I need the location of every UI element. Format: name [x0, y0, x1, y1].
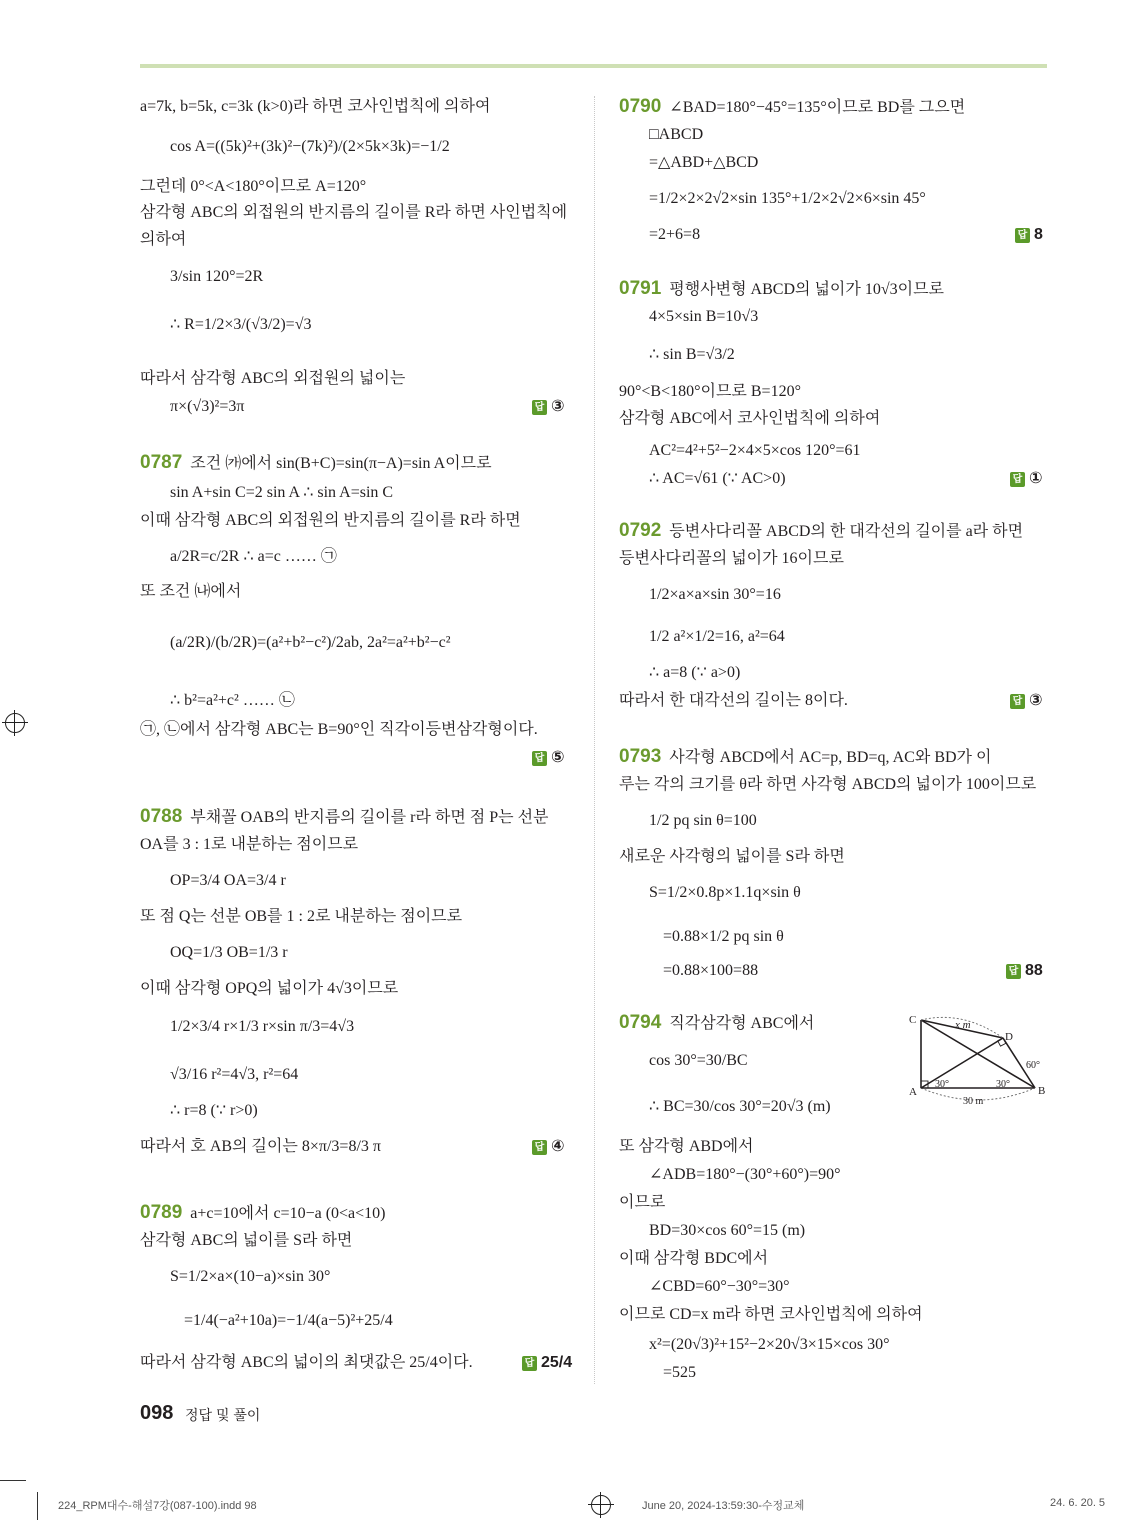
problem-0788: [140, 806, 549, 829]
answer-badge: 답: [1010, 694, 1025, 709]
answer-badge: 답: [1015, 228, 1030, 243]
formula-line: a/2R=c/2R ∴ a=c …… ㉠: [170, 548, 337, 565]
answer-badge: 답: [532, 1140, 547, 1155]
formula-line: (a/2R)/(b/2R)=(a²+b²−c²)/2ab, 2a²=a²+b²−c²: [170, 634, 451, 651]
answer-value: ④: [551, 1138, 565, 1155]
formula-line: ∴ BC=30/cos 30°=20√3 (m): [649, 1098, 831, 1115]
formula-line: S=1/2×a×(10−a)×sin 30°: [170, 1268, 331, 1285]
problem-text: 직각삼각형 ABC에서: [669, 1015, 815, 1032]
formula-line: 1/2×a×a×sin 30°=16: [649, 586, 781, 603]
label-D: D: [1005, 1031, 1013, 1043]
text-line: 등변사다리꼴의 넓이가 16이므로: [619, 550, 844, 567]
problem-number: 0788: [140, 806, 183, 827]
answer-badge: 답: [532, 400, 547, 415]
formula-line: 1/2×3/4 r×1/3 r×sin π/3=4√3: [170, 1018, 355, 1035]
formula-line: =525: [663, 1364, 697, 1381]
problem-0794: [619, 1012, 814, 1035]
text-line: 이므로: [619, 1194, 666, 1211]
answer-0790: [1015, 224, 1043, 246]
problem-text: ∠BAD=180°−45°=135°이므로 BD를 그으면: [669, 99, 966, 116]
page-number: 098: [140, 1402, 174, 1424]
problem-0787: [140, 452, 492, 475]
answer-badge: 답: [532, 751, 547, 766]
formula-line: ∴ AC=√61 (∵ AC>0): [649, 470, 786, 487]
answer-value: ①: [1029, 470, 1043, 487]
answer-value: 8: [1034, 226, 1043, 243]
answer-0791: [1010, 468, 1043, 490]
text-line: 그런데 0°<A<180°이므로 A=120°: [140, 178, 367, 195]
formula-line: =0.88×100=88: [663, 962, 759, 979]
formula-line: =0.88×1/2 pq sin θ: [663, 928, 784, 945]
formula-line: ∴ sin B=√3/2: [649, 346, 735, 363]
problem-text: a+c=10에서 c=10−a (0<a<10): [190, 1205, 386, 1222]
text-line: 새로운 사각형의 넓이를 S라 하면: [619, 848, 845, 865]
footer-timestamp: June 20, 2024-13:59:30-수정교체: [642, 1500, 805, 1512]
problem-number: 0790: [619, 96, 662, 117]
label-C: C: [909, 1014, 917, 1026]
label-angle-30a: 30°: [935, 1079, 949, 1090]
problem-number: 0793: [619, 746, 662, 767]
formula-line: ∴ b²=a²+c² …… ㉡: [170, 692, 295, 709]
text-line: OA를 3 : 1로 내분하는 점이므로: [140, 836, 359, 853]
text-line: 따라서 호 AB의 길이는 8×π/3=8/3 π: [140, 1138, 381, 1155]
problem-number: 0789: [140, 1202, 183, 1223]
column-divider: [594, 96, 595, 1384]
problem-text: 조건 ㈎에서 sin(B+C)=sin(π−A)=sin A이므로: [190, 455, 492, 472]
answer-0792: [1010, 690, 1043, 712]
problem-number: 0791: [619, 278, 662, 299]
answer-badge: 답: [1010, 472, 1025, 487]
text-line: 또 점 Q는 선분 OB를 1 : 2로 내분하는 점이므로: [140, 908, 463, 925]
registration-mark: [591, 1495, 611, 1515]
crop-mark: [37, 1492, 38, 1520]
footer-filename: 224_RPM대수-해설7강(087-100).indd 98: [58, 1500, 257, 1512]
text-line: 또 조건 ㈏에서: [140, 583, 242, 600]
text-line: 루는 각의 크기를 θ라 하면 사각형 ABCD의 넓이가 100이므로: [619, 776, 1037, 793]
problem-0789: [140, 1202, 386, 1225]
answer-value: ③: [551, 398, 565, 415]
text-line: 따라서 삼각형 ABC의 외접원의 넓이는: [140, 370, 406, 387]
formula-line: π×(√3)²=3π: [170, 398, 245, 415]
problem-0792: [619, 520, 1023, 543]
text-line: ㉠, ㉡에서 삼각형 ABC는 B=90°인 직각이등변삼각형이다.: [140, 721, 538, 738]
formula-line: BD=30×cos 60°=15 (m): [649, 1222, 806, 1239]
text-line: 90°<B<180°이므로 B=120°: [619, 383, 801, 400]
text-line: a=7k, b=5k, c=3k (k>0)라 하면 코사인법칙에 의하여: [140, 98, 491, 115]
problem-number: 0794: [619, 1012, 662, 1033]
formula-line: =1/2×2×2√2×sin 135°+1/2×2√2×6×sin 45°: [649, 190, 926, 207]
problem-number: 0792: [619, 520, 662, 541]
formula-line: S=1/2×0.8p×1.1q×sin θ: [649, 884, 801, 901]
label-x: x m: [955, 1019, 971, 1031]
text-line: 이므로 CD=x m라 하면 코사인법칙에 의하여: [619, 1306, 923, 1323]
formula-line: sin A+sin C=2 sin A ∴ sin A=sin C: [170, 484, 394, 501]
text-line: 의하여: [140, 231, 187, 248]
problem-0791: [619, 278, 944, 301]
formula-line: 4×5×sin B=10√3: [649, 308, 759, 325]
quadrilateral-figure: [905, 1008, 1055, 1112]
formula-line: x²=(20√3)²+15²−2×20√3×15×cos 30°: [649, 1336, 890, 1353]
text-line: 삼각형 ABC의 넓이를 S라 하면: [140, 1232, 353, 1249]
label-B: B: [1038, 1085, 1046, 1097]
crop-mark: [0, 1480, 26, 1481]
answer-0787: [532, 747, 565, 769]
label-angle-60: 60°: [1026, 1060, 1040, 1071]
registration-mark: [5, 713, 25, 733]
formula-line: 3/sin 120°=2R: [170, 268, 264, 285]
problem-text: 등변사다리꼴 ABCD의 한 대각선의 길이를 a라 하면: [669, 523, 1024, 540]
formula-line: ∴ R=1/2×3/(√3/2)=√3: [170, 316, 312, 333]
text-line: 이때 삼각형 ABC의 외접원의 반지름의 길이를 R라 하면: [140, 512, 521, 529]
formula-line: cos 30°=30/BC: [649, 1052, 748, 1069]
text-line: 삼각형 ABC에서 코사인법칙에 의하여: [619, 410, 881, 427]
label-A: A: [909, 1086, 917, 1098]
answer-0786: [532, 396, 565, 418]
problem-text: 사각형 ABCD에서 AC=p, BD=q, AC와 BD가 이: [669, 749, 992, 766]
problem-text: 평행사변형 ABCD의 넓이가 10√3이므로: [669, 281, 944, 298]
formula-line: AC²=4²+5²−2×4×5×cos 120°=61: [649, 442, 861, 459]
formula-line: 1/2 pq sin θ=100: [649, 812, 757, 829]
formula-line: ∴ r=8 (∵ r>0): [170, 1102, 258, 1119]
answer-badge: 답: [522, 1356, 537, 1371]
text-line: 이때 삼각형 BDC에서: [619, 1250, 769, 1267]
header-rule: [140, 64, 1047, 68]
formula-line: OP=3/4 OA=3/4 r: [170, 872, 286, 889]
formula-line: ∴ a=8 (∵ a>0): [649, 664, 741, 681]
formula-line: =1/4(−a²+10a)=−1/4(a−5)²+25/4: [184, 1312, 393, 1329]
answer-0788: [532, 1136, 565, 1158]
answer-value: 88: [1025, 962, 1043, 979]
answer-value: ③: [1029, 692, 1043, 709]
footer-date: 24. 6. 20. 5: [1050, 1497, 1106, 1509]
label-30m: 30 m: [963, 1096, 984, 1107]
problem-text: 부채꼴 OAB의 반지름의 길이를 r라 하면 점 P는 선분: [190, 809, 549, 826]
answer-0793: [1006, 960, 1043, 982]
text-line: 이때 삼각형 OPQ의 넓이가 4√3이므로: [140, 980, 399, 997]
formula-line: ∠ADB=180°−(30°+60°)=90°: [649, 1166, 841, 1183]
text-line: 따라서 한 대각선의 길이는 8이다.: [619, 692, 848, 709]
formula-line: √3/16 r²=4√3, r²=64: [170, 1066, 299, 1083]
answer-badge: 답: [1006, 964, 1021, 979]
answer-value: ⑤: [551, 749, 565, 766]
text-line: 또 삼각형 ABD에서: [619, 1138, 754, 1155]
formula-line: 1/2 a²×1/2=16, a²=64: [649, 628, 785, 645]
formula-line: OQ=1/3 OB=1/3 r: [170, 944, 288, 961]
answer-0789: [522, 1352, 572, 1374]
problem-0790: [619, 96, 965, 119]
problem-number: 0787: [140, 452, 183, 473]
problem-0793: [619, 746, 991, 769]
text-line: 삼각형 ABC의 외접원의 반지름의 길이를 R라 하면 사인법칙에: [140, 204, 568, 221]
formula-line: ∠CBD=60°−30°=30°: [649, 1278, 790, 1295]
page-label: 정답 및 풀이: [185, 1407, 261, 1423]
label-angle-30b: 30°: [996, 1079, 1010, 1090]
formula-line: □ABCD: [649, 126, 704, 143]
formula-line: cos A=((5k)²+(3k)²−(7k)²)/(2×5k×3k)=−1/2: [170, 138, 450, 155]
text-line: 따라서 삼각형 ABC의 넓이의 최댓값은 25/4이다.: [140, 1354, 473, 1371]
answer-value: 25/4: [541, 1354, 573, 1371]
formula-line: =2+6=8: [649, 226, 701, 243]
formula-line: =△ABD+△BCD: [649, 154, 759, 171]
